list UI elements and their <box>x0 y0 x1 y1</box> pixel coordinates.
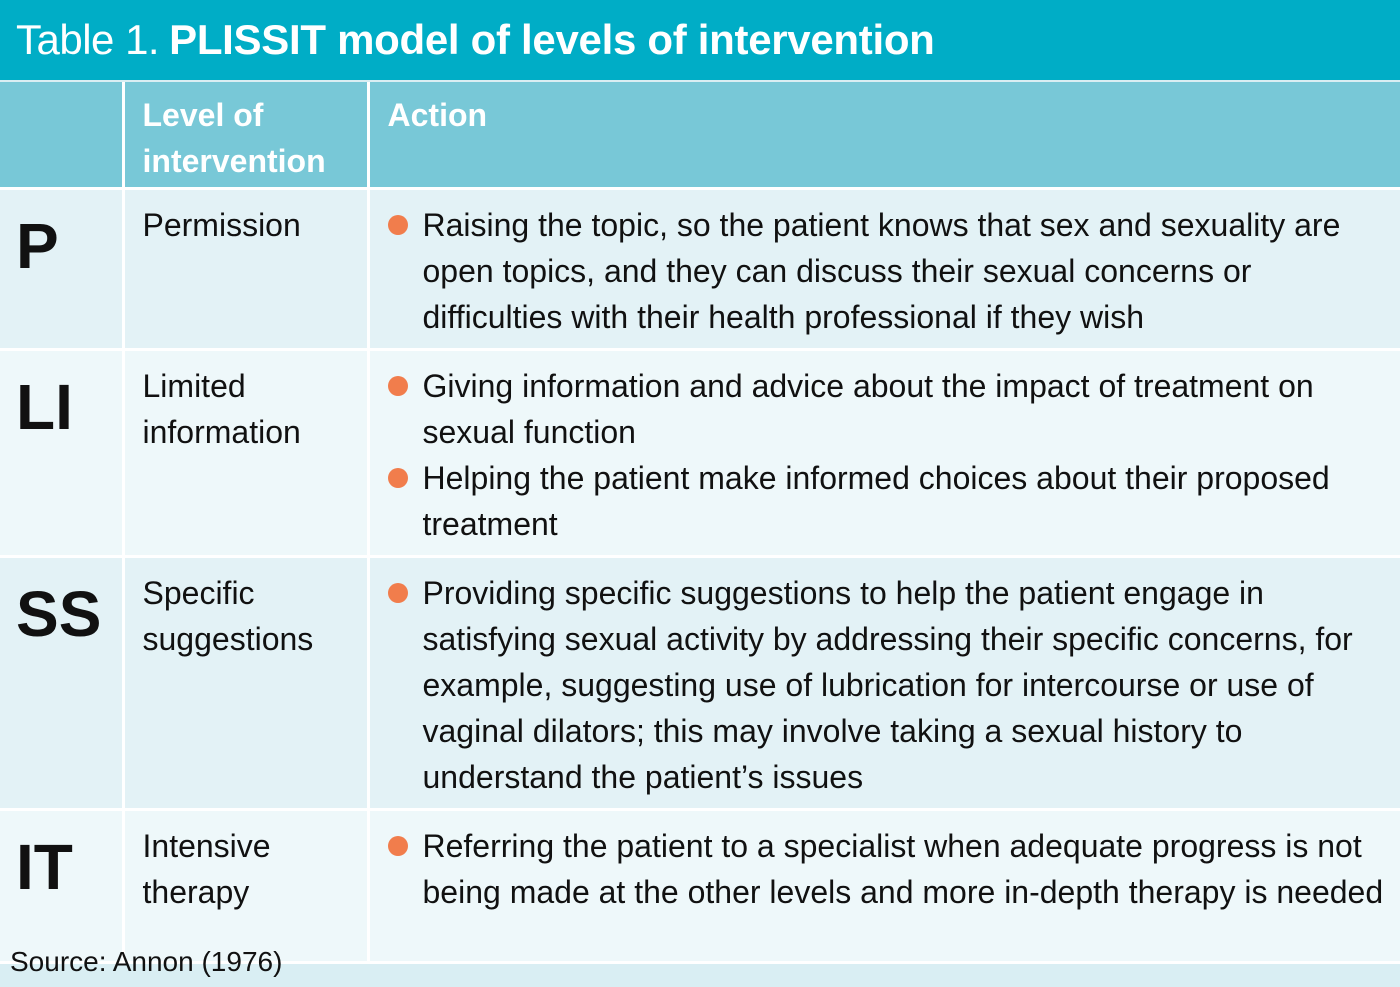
table-title: PLISSIT model of levels of intervention <box>169 16 935 63</box>
source-citation: Source: Annon (1976) <box>10 946 283 977</box>
table-header-row <box>0 82 1400 188</box>
table-row-limited-information <box>0 349 1400 556</box>
row-level: Limited information <box>123 349 368 556</box>
action-text: Helping the patient make informed choices about their proposed treatment <box>422 459 1330 542</box>
action-text: Raising the topic, so the patient knows that sex and sexuality are open topics, and they can discuss their sexual concerns or difficulties with their health professional if they wish <box>422 206 1341 335</box>
bullet-dot-icon <box>388 583 408 603</box>
header-abbr <box>0 82 123 188</box>
table-title-bar <box>0 0 1400 80</box>
row-actions <box>368 349 1400 556</box>
action-text: Referring the patient to a specialist when adequate progress is not being made at the other levels and more in-depth therapy is needed <box>422 827 1384 910</box>
action-bullet <box>388 202 1391 340</box>
bullet-dot-icon <box>388 836 408 856</box>
bullet-dot-icon <box>388 376 408 396</box>
action-text: Giving information and advice about the impact of treatment on sexual function <box>422 367 1314 450</box>
table-row-specific-suggestions <box>0 556 1400 809</box>
bullet-dot-icon <box>388 468 408 488</box>
row-actions <box>368 188 1400 349</box>
header-action: Action <box>368 82 1400 188</box>
header-level: Level of intervention <box>123 82 368 188</box>
row-abbr: SS <box>0 556 123 809</box>
action-bullet <box>388 455 1391 547</box>
bullet-dot-icon <box>388 215 408 235</box>
table-number-label: Table 1. <box>16 16 160 63</box>
table-row-permission <box>0 188 1400 349</box>
row-abbr: IT <box>0 809 123 962</box>
table-row-intensive-therapy <box>0 809 1400 962</box>
row-abbr: LI <box>0 349 123 556</box>
action-text: Providing specific suggestions to help the patient engage in satisfying sexual activity by addressing their specific concerns, for example, suggesting use of lubrication for intercourse or use of vaginal dilators; this may involve taking a sexual history to understand the patient’s issues <box>422 574 1353 795</box>
row-abbr: P <box>0 188 123 349</box>
row-level: Permission <box>123 188 368 349</box>
row-actions <box>368 556 1400 809</box>
action-bullet <box>388 363 1391 455</box>
plissit-table <box>0 82 1400 964</box>
row-level: Specific suggestions <box>123 556 368 809</box>
row-actions <box>368 809 1400 962</box>
row-level: Intensive therapy <box>123 809 368 962</box>
action-bullet <box>388 570 1391 800</box>
action-bullet <box>388 823 1391 915</box>
